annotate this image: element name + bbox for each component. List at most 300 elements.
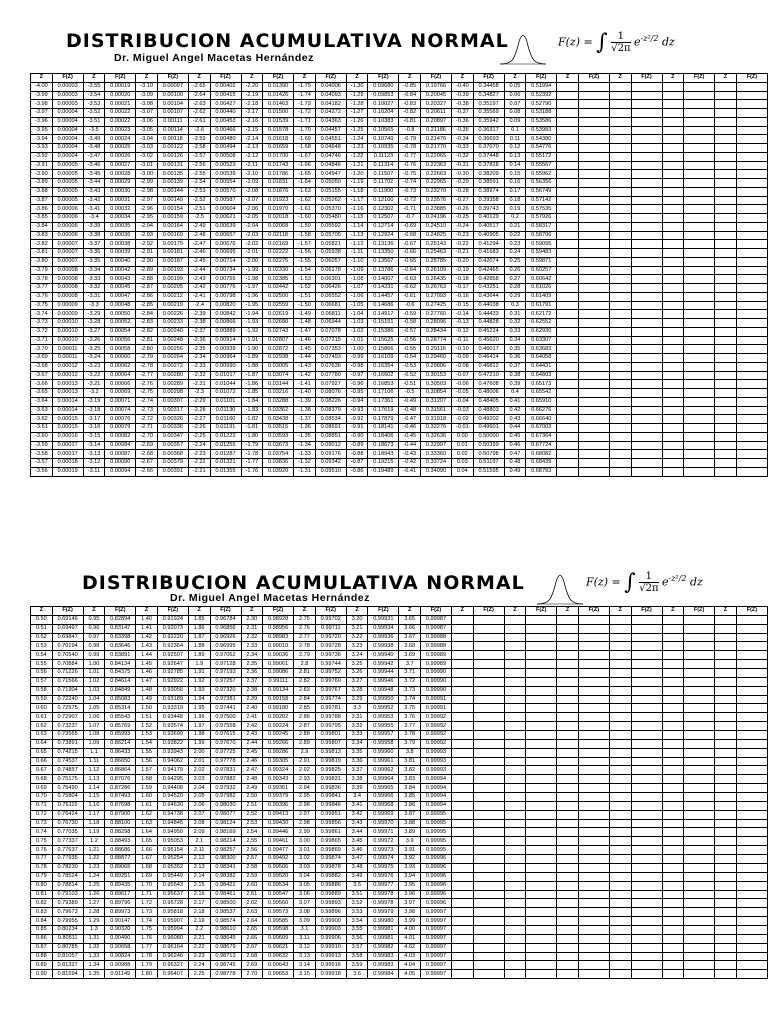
fz-cell: 0.03288 [263, 397, 294, 406]
z-cell [662, 126, 684, 135]
fz-cell: 0.17879 [368, 415, 399, 424]
fz-cell: 0.00022 [105, 109, 136, 118]
z-cell [557, 925, 579, 934]
page-title: DISTRIBUCION ACUMULATIVA NORMAL [66, 30, 509, 52]
table-row [31, 117, 768, 126]
z-cell [662, 624, 684, 633]
column-header: Z [136, 607, 158, 616]
fz-cell: 0.99886 [315, 881, 346, 890]
z-cell: -3.96 [31, 117, 53, 126]
z-cell: 2.00 [188, 748, 210, 757]
fz-cell [631, 170, 662, 179]
fz-cell: 0.05050 [315, 179, 346, 188]
z-cell: 3.24 [346, 651, 368, 660]
z-cell: 2.18 [188, 908, 210, 917]
z-cell: -3.13 [83, 450, 105, 459]
fz-cell: 0.23270 [421, 187, 452, 196]
fz-cell: 0.99111 [263, 677, 294, 686]
z-cell: -0.68 [399, 231, 421, 240]
fz-cell: 0.96327 [157, 961, 188, 970]
z-cell [557, 117, 579, 126]
table-row [31, 249, 768, 258]
fz-cell: 0.97441 [210, 704, 241, 713]
header-row [31, 607, 768, 616]
z-cell [557, 450, 579, 459]
fz-cell: 0.95543 [157, 881, 188, 890]
column-header: Z [399, 74, 421, 83]
cdf-formula [558, 30, 675, 55]
z-cell [609, 669, 631, 678]
z-cell [715, 231, 737, 240]
fz-cell [631, 624, 662, 633]
z-cell: -2.91 [136, 249, 158, 258]
table-row [31, 275, 768, 284]
fz-cell [526, 855, 557, 864]
z-cell [504, 748, 526, 757]
table-row [31, 266, 768, 275]
fz-cell: 0.99997 [421, 917, 452, 926]
z-cell [609, 126, 631, 135]
fz-cell: 0.67724 [526, 441, 557, 450]
fz-cell [736, 660, 767, 669]
fz-cell: 0.00357 [157, 441, 188, 450]
z-cell [557, 249, 579, 258]
z-cell [557, 161, 579, 170]
table-row [31, 713, 768, 722]
z-cell [662, 371, 684, 380]
z-cell: 1.41 [136, 624, 158, 633]
z-cell [609, 415, 631, 424]
fz-cell: 0.67364 [526, 432, 557, 441]
z-cell: 1.48 [136, 686, 158, 695]
table-row [31, 397, 768, 406]
fz-cell [526, 934, 557, 943]
fz-cell: 0.34458 [473, 82, 504, 91]
fz-cell: 0.00039 [105, 249, 136, 258]
z-cell: 0.06 [504, 91, 526, 100]
fz-cell: 0.99861 [315, 828, 346, 837]
z-cell: 3.98 [399, 908, 421, 917]
fz-cell: 0.99305 [263, 757, 294, 766]
fz-cell [631, 214, 662, 223]
z-cell [715, 615, 737, 624]
fz-cell: 0.00004 [52, 135, 83, 144]
z-cell: -0.47 [399, 415, 421, 424]
z-cell [609, 380, 631, 389]
fz-cell: 0.00587 [210, 196, 241, 205]
fz-cell: 0.27093 [421, 292, 452, 301]
fz-cell [578, 766, 609, 775]
z-cell: 4.00 [399, 925, 421, 934]
z-cell [452, 669, 474, 678]
z-cell [662, 917, 684, 926]
fz-cell [578, 846, 609, 855]
fz-cell: 0.99950 [368, 695, 399, 704]
fz-cell [631, 917, 662, 926]
fz-cell: 0.97778 [210, 757, 241, 766]
fz-cell: 0.01923 [263, 196, 294, 205]
fz-cell: 0.02500 [263, 292, 294, 301]
fz-cell: 0.85769 [105, 722, 136, 731]
z-cell: 0.55 [31, 660, 53, 669]
z-cell: -0.44 [399, 441, 421, 450]
author-name: Dr. Miguel Angel Macetas Hernández [170, 592, 370, 604]
fz-cell: 0.83891 [105, 651, 136, 660]
table-row [31, 196, 768, 205]
z-cell: 3.26 [346, 669, 368, 678]
z-cell [504, 766, 526, 775]
table-row [31, 406, 768, 415]
z-cell: 2.36 [241, 669, 263, 678]
fz-cell [631, 424, 662, 433]
z-cell [609, 91, 631, 100]
z-cell: -1.28 [346, 100, 368, 109]
z-cell: 1.89 [188, 651, 210, 660]
fz-cell: 0.96407 [157, 970, 188, 979]
fz-cell: 0.02680 [263, 319, 294, 328]
fz-cell: 0.89973 [105, 908, 136, 917]
z-cell: 3.83 [399, 775, 421, 784]
z-cell [662, 292, 684, 301]
z-cell: -2.14 [241, 135, 263, 144]
z-cell: -1.96 [241, 292, 263, 301]
table-row [31, 739, 768, 748]
z-cell: -3.17 [83, 415, 105, 424]
z-cell [557, 310, 579, 319]
fz-cell: 0.99995 [421, 828, 452, 837]
z-cell [715, 855, 737, 864]
z-cell: -3.02 [136, 152, 158, 161]
z-cell: -0.71 [399, 205, 421, 214]
fz-cell [526, 633, 557, 642]
fz-cell: 0.00048 [105, 301, 136, 310]
z-cell: -0.58 [399, 319, 421, 328]
z-cell [609, 432, 631, 441]
fz-cell [578, 828, 609, 837]
z-cell: -0.62 [399, 284, 421, 293]
fz-cell: 0.07353 [315, 345, 346, 354]
page-title: DISTRIBUCION ACUMULATIVA NORMAL [82, 572, 525, 594]
fz-cell: 0.00734 [210, 266, 241, 275]
fz-cell: 0.99983 [368, 952, 399, 961]
z-cell: -0.59 [399, 310, 421, 319]
z-cell [715, 908, 737, 917]
fz-cell [736, 371, 767, 380]
fz-cell: 0.08226 [315, 397, 346, 406]
z-cell: -3.05 [136, 126, 158, 135]
fz-cell: 0.34090 [421, 467, 452, 476]
z-cell [504, 917, 526, 926]
table-row [31, 179, 768, 188]
fz-cell: 0.97932 [210, 784, 241, 793]
z-cell: -3.06 [136, 117, 158, 126]
z-cell: 1.19 [83, 828, 105, 837]
z-cell [609, 722, 631, 731]
z-cell: 1.28 [83, 908, 105, 917]
fz-cell: 0.98745 [210, 961, 241, 970]
fz-cell [578, 624, 609, 633]
table-row [31, 669, 768, 678]
z-cell: -0.14 [452, 310, 474, 319]
fz-cell: 0.16109 [368, 354, 399, 363]
z-cell [504, 677, 526, 686]
z-cell: -1.45 [294, 345, 316, 354]
z-cell: -0.7 [399, 214, 421, 223]
fz-cell: 0.22363 [421, 161, 452, 170]
fz-cell: 0.00280 [157, 371, 188, 380]
fz-cell [684, 179, 715, 188]
fz-cell: 0.00014 [52, 397, 83, 406]
z-cell [662, 82, 684, 91]
fz-cell: 0.92785 [157, 669, 188, 678]
z-cell: -3.54 [83, 91, 105, 100]
fz-cell: 0.00639 [210, 222, 241, 231]
z-cell [662, 415, 684, 424]
fz-cell: 0.00004 [52, 144, 83, 153]
fz-cell: 0.00082 [105, 432, 136, 441]
fz-cell: 0.09342 [315, 459, 346, 468]
fz-cell [631, 837, 662, 846]
fz-cell: 0.00126 [157, 152, 188, 161]
fz-cell: 0.00317 [157, 406, 188, 415]
z-cell: 0.24 [504, 249, 526, 258]
fz-cell [631, 459, 662, 468]
z-cell: -2.07 [241, 196, 263, 205]
fz-cell: 0.99989 [421, 660, 452, 669]
fz-cell: 0.00005 [52, 196, 83, 205]
fz-cell: 0.00914 [210, 336, 241, 345]
fz-cell [473, 855, 504, 864]
fz-cell [684, 704, 715, 713]
z-cell [715, 109, 737, 118]
z-cell: -0.17 [452, 284, 474, 293]
z-cell [715, 354, 737, 363]
fz-cell [736, 187, 767, 196]
fz-cell [473, 899, 504, 908]
fz-cell [526, 863, 557, 872]
table-row [31, 855, 768, 864]
fz-cell: 0.87698 [105, 801, 136, 810]
z-cell [609, 934, 631, 943]
z-cell [609, 872, 631, 881]
z-cell: -1.26 [346, 117, 368, 126]
fz-cell: 0.00415 [210, 91, 241, 100]
z-cell [452, 615, 474, 624]
fz-cell [578, 757, 609, 766]
z-cell: 3.06 [294, 890, 316, 899]
z-cell: 2.68 [241, 952, 263, 961]
fz-cell: 0.63683 [526, 345, 557, 354]
fz-cell: 0.00009 [52, 310, 83, 319]
fz-cell [736, 240, 767, 249]
fz-cell [736, 319, 767, 328]
z-cell: 3.58 [346, 952, 368, 961]
z-cell [715, 310, 737, 319]
z-cell: -1.13 [346, 231, 368, 240]
fz-cell: 0.86864 [105, 766, 136, 775]
fz-cell: 0.84134 [105, 660, 136, 669]
fz-cell: 0.95907 [157, 917, 188, 926]
z-cell: -3.19 [83, 397, 105, 406]
formula-exp: e [662, 575, 669, 589]
z-cell: 0.73 [31, 819, 53, 828]
fz-cell: 0.77935 [52, 855, 83, 864]
z-cell [609, 152, 631, 161]
z-cell: 3.05 [294, 881, 316, 890]
fz-cell [631, 187, 662, 196]
fz-cell: 0.58317 [526, 222, 557, 231]
fz-cell [526, 793, 557, 802]
fz-cell: 0.99841 [315, 793, 346, 802]
fz-cell: 0.99997 [421, 961, 452, 970]
z-cell: -1.78 [241, 450, 263, 459]
fz-cell: 0.99991 [421, 704, 452, 713]
fz-cell: 0.32636 [421, 432, 452, 441]
fz-cell [578, 100, 609, 109]
fz-cell: 0.99971 [368, 828, 399, 837]
fz-cell [526, 908, 557, 917]
fz-cell [736, 380, 767, 389]
z-cell: -3.48 [83, 144, 105, 153]
z-cell: -3.77 [31, 284, 53, 293]
fz-cell: 0.99609 [263, 934, 294, 943]
z-cell: 0.13 [504, 152, 526, 161]
z-cell: -0.90 [346, 432, 368, 441]
fz-cell [526, 731, 557, 740]
z-cell [715, 925, 737, 934]
z-cell: -1.54 [294, 266, 316, 275]
table-row [31, 766, 768, 775]
fz-cell: 0.69497 [52, 624, 83, 633]
fz-cell: 0.99711 [315, 624, 346, 633]
fz-cell: 0.99979 [368, 908, 399, 917]
fz-cell: 0.90490 [105, 934, 136, 943]
fz-cell: 0.00122 [157, 144, 188, 153]
z-cell: 1.3 [83, 925, 105, 934]
fz-cell: 0.99996 [421, 872, 452, 881]
column-header: Z [399, 607, 421, 616]
z-cell [609, 310, 631, 319]
fz-cell: 0.87900 [105, 810, 136, 819]
fz-cell: 0.73565 [52, 731, 83, 740]
table-row [31, 415, 768, 424]
z-cell [715, 170, 737, 179]
z-cell: 0.51 [31, 624, 53, 633]
fz-cell [473, 934, 504, 943]
z-cell: -3.49 [83, 135, 105, 144]
fz-cell [631, 109, 662, 118]
z-cell: 3.82 [399, 766, 421, 775]
fz-cell: 0.99158 [263, 695, 294, 704]
z-cell: -2.46 [188, 249, 210, 258]
table-row [31, 810, 768, 819]
fz-cell [684, 739, 715, 748]
z-cell: -1.77 [241, 459, 263, 468]
z-cell: -2.19 [241, 91, 263, 100]
z-cell: 3.5 [346, 881, 368, 890]
z-cell: -0.46 [399, 424, 421, 433]
table-row [31, 908, 768, 917]
z-cell: 1.99 [188, 739, 210, 748]
fz-cell: 0.95818 [157, 908, 188, 917]
fz-cell: 0.77035 [52, 828, 83, 837]
column-header: Z [294, 607, 316, 616]
fz-cell [473, 731, 504, 740]
z-cell: 2.21 [188, 934, 210, 943]
fz-cell: 0.44038 [473, 301, 504, 310]
table-row [31, 389, 768, 398]
table-row [31, 284, 768, 293]
fz-cell: 0.46017 [473, 345, 504, 354]
z-cell: 2.63 [241, 908, 263, 917]
z-cell [662, 669, 684, 678]
fz-cell: 0.00402 [210, 82, 241, 91]
fz-cell: 0.57926 [526, 214, 557, 223]
fz-cell: 0.68793 [526, 467, 557, 476]
fz-cell: 0.25785 [421, 257, 452, 266]
fz-cell [473, 872, 504, 881]
z-cell [452, 757, 474, 766]
z-cell [557, 793, 579, 802]
z-cell: -1.81 [241, 424, 263, 433]
z-cell [662, 615, 684, 624]
fz-cell: 0.94179 [157, 766, 188, 775]
fz-cell: 0.99134 [263, 686, 294, 695]
fz-cell: 0.66640 [526, 415, 557, 424]
z-cell: -1.94 [241, 310, 263, 319]
z-cell [557, 855, 579, 864]
z-cell [557, 292, 579, 301]
bell-curve-icon [535, 566, 585, 606]
fz-cell: 0.99988 [421, 633, 452, 642]
fz-cell: 0.00480 [210, 135, 241, 144]
fz-cell: 0.02118 [263, 231, 294, 240]
fz-cell: 0.99744 [315, 660, 346, 669]
fz-cell [631, 380, 662, 389]
fz-cell [684, 677, 715, 686]
z-cell [662, 899, 684, 908]
fz-cell [631, 775, 662, 784]
fz-cell [736, 837, 767, 846]
z-cell: 3.02 [294, 855, 316, 864]
fz-cell: 0.97615 [210, 731, 241, 740]
fz-cell: 0.00017 [52, 441, 83, 450]
z-cell: 3.11 [294, 934, 316, 943]
fz-cell: 0.97193 [210, 669, 241, 678]
z-cell [452, 846, 474, 855]
z-cell: -3.59 [31, 441, 53, 450]
fz-cell: 0.00026 [105, 152, 136, 161]
fz-cell [631, 397, 662, 406]
z-cell: -1.24 [346, 135, 368, 144]
fz-cell: 0.09680 [368, 82, 399, 91]
z-cell: 0.14 [504, 161, 526, 170]
fz-cell [578, 872, 609, 881]
z-cell [609, 970, 631, 979]
z-cell: -1.04 [346, 310, 368, 319]
z-cell: -1.55 [294, 257, 316, 266]
z-cell: -0.25 [452, 214, 474, 223]
fz-cell: 0.27760 [421, 310, 452, 319]
z-cell: 0.36 [504, 354, 526, 363]
z-cell [557, 633, 579, 642]
z-cell [609, 135, 631, 144]
z-cell: -0.84 [399, 91, 421, 100]
fz-cell: 0.00010 [52, 319, 83, 328]
fz-cell: 0.97831 [210, 766, 241, 775]
z-cell: -0.55 [399, 345, 421, 354]
fz-cell: 0.00038 [105, 240, 136, 249]
